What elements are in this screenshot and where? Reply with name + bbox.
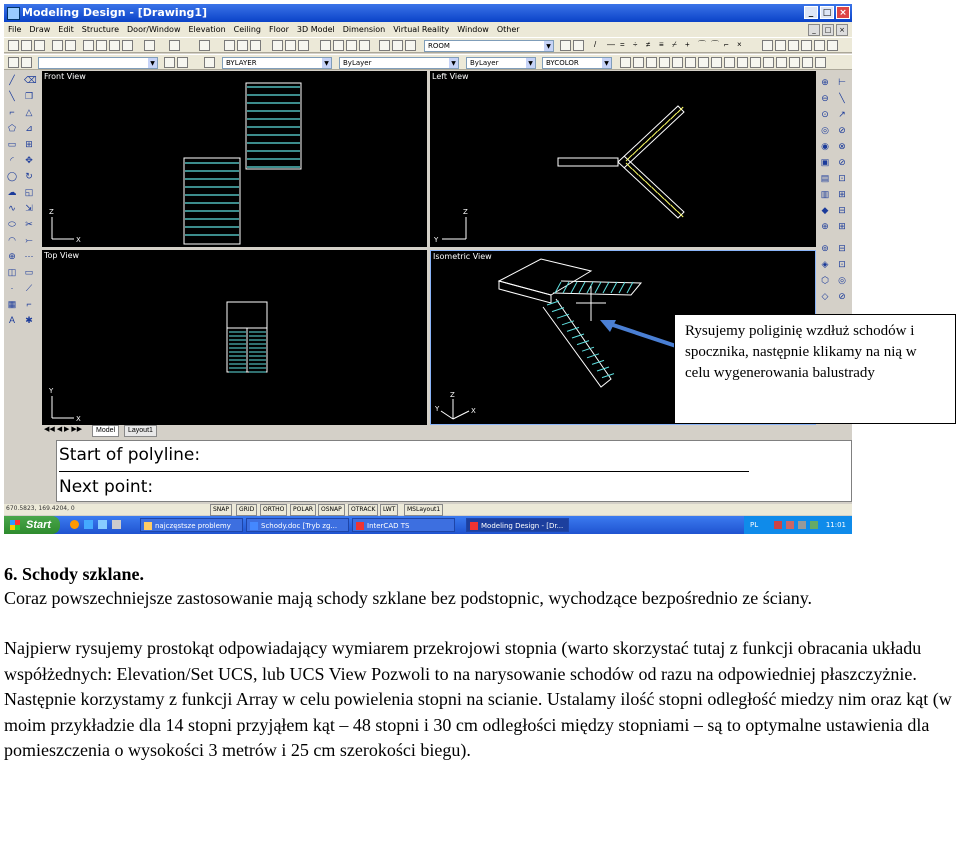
dim-text-edit-icon[interactable] xyxy=(789,57,800,68)
doc-close-button[interactable]: × xyxy=(836,24,848,36)
iso-step-line xyxy=(587,282,593,293)
mtext-tool-icon[interactable]: A xyxy=(8,315,15,325)
menu-draw[interactable]: Draw xyxy=(29,25,51,34)
dim-baseline-icon[interactable] xyxy=(711,57,722,68)
scale-tool-icon[interactable]: ◱ xyxy=(24,187,34,197)
material-icon[interactable] xyxy=(379,40,390,51)
task-item-word[interactable]: Schody.doc [Tryb zg... xyxy=(246,518,349,532)
stretch-tool-icon[interactable]: ⇲ xyxy=(25,203,33,213)
iso-step-line xyxy=(611,282,617,293)
menu-floor[interactable]: Floor xyxy=(269,25,289,34)
calc-icon[interactable] xyxy=(814,40,825,51)
dim-radius-icon[interactable] xyxy=(659,57,670,68)
properties-toolbar xyxy=(4,54,852,70)
doc-restore-button[interactable]: □ xyxy=(822,24,834,36)
erase-tool-icon[interactable]: ⌫ xyxy=(24,75,37,85)
truss-tool-icon[interactable]: ⊞ xyxy=(838,189,846,199)
railing-tool-icon[interactable]: ╲ xyxy=(839,93,845,103)
layer-prev2-icon[interactable] xyxy=(177,57,188,68)
left-step-line xyxy=(658,193,664,199)
left-step-line xyxy=(671,113,677,119)
clock: 11:01 xyxy=(825,521,846,529)
grid-toggle[interactable]: GRID xyxy=(236,504,257,516)
camera-icon[interactable]: ◈ xyxy=(821,259,829,269)
render-icon[interactable] xyxy=(320,40,331,51)
callout-arrow xyxy=(596,318,680,354)
move-tool-icon[interactable]: ✥ xyxy=(25,155,33,165)
viewport-front[interactable] xyxy=(42,71,427,247)
sweep-tool-icon[interactable]: ⊘ xyxy=(838,291,846,301)
viewport-left[interactable] xyxy=(430,71,816,247)
insert-block-icon[interactable]: ⊕ xyxy=(8,251,16,261)
view-front-icon[interactable]: ▤ xyxy=(820,173,830,183)
tray-icon-1[interactable] xyxy=(774,521,782,529)
view-iso-icon[interactable]: ⊕ xyxy=(821,221,829,231)
iso-step-line xyxy=(547,301,559,305)
tray-icon-3[interactable] xyxy=(798,521,806,529)
library-icon[interactable] xyxy=(801,40,812,51)
zoom-out-icon[interactable]: ⊖ xyxy=(821,93,829,103)
layer-previous-icon[interactable] xyxy=(21,57,32,68)
status-bar xyxy=(4,504,852,515)
wall-line-icon[interactable]: — xyxy=(607,40,615,49)
dim-style-icon[interactable] xyxy=(815,57,826,68)
circle-tool-icon[interactable]: ◯ xyxy=(7,171,18,181)
layout-tabs xyxy=(42,425,442,436)
zoom-extents-icon[interactable]: ⊙ xyxy=(821,109,829,119)
windows-flag-icon xyxy=(10,520,20,530)
design-center-icon[interactable] xyxy=(285,40,296,51)
properties-icon[interactable] xyxy=(272,40,283,51)
light-tool-icon[interactable]: ◎ xyxy=(838,275,846,285)
array-tool-icon[interactable]: ⊞ xyxy=(25,139,33,149)
svg-text:X: X xyxy=(76,415,81,423)
left-step-line xyxy=(664,119,670,125)
left-step-line xyxy=(645,181,651,187)
line-icon[interactable]: / xyxy=(594,40,597,49)
tab-model[interactable]: Model xyxy=(92,425,119,437)
pan-icon[interactable] xyxy=(199,40,210,51)
dim-diameter-icon[interactable] xyxy=(672,57,683,68)
left-step-line xyxy=(664,199,670,205)
dim-continue-icon[interactable] xyxy=(724,57,735,68)
dim-angular-icon[interactable] xyxy=(685,57,696,68)
ramp-tool-icon[interactable]: ↗ xyxy=(838,109,846,119)
slab-tool-icon[interactable]: ⊘ xyxy=(838,157,846,167)
svg-text:Y: Y xyxy=(49,387,54,395)
ellipse-tool-icon[interactable]: ⬭ xyxy=(8,219,16,229)
iso-step-line xyxy=(552,308,564,312)
dim-quick-icon[interactable] xyxy=(698,57,709,68)
draw-modify-toolbar xyxy=(4,71,42,329)
copy-tool-icon[interactable]: ❐ xyxy=(24,91,34,101)
shade-icon[interactable] xyxy=(333,40,344,51)
left-step-line xyxy=(645,137,651,143)
desktop-icon[interactable] xyxy=(112,520,121,529)
tray-icon-2[interactable] xyxy=(786,521,794,529)
polar-toggle[interactable]: POLAR xyxy=(290,504,316,516)
rotate-tool-icon[interactable]: ↻ xyxy=(25,171,33,181)
table-icon[interactable] xyxy=(788,40,799,51)
frame-tool-icon[interactable]: ⊟ xyxy=(838,205,846,215)
section-paragraph-2: Najpierw rysujemy prostokąt odpowiadający wymiarem przekrojowi stopnia (warto skorzystać tutaj z funkcji obracania układu współżednych: Elevation/Set UCS, lub UCS View Pozwoli to na narysowanie schodów od razu na odpowiedniej płaszczyżnie. Następnie korzystamy z funkcji Array w celu powielenia stopni na scianie. Ustalamy ilość stopni odległość miedzy nim oraz kąt (w moim przykładzie dla 14 stopni przyjąłem kąt – 48 stopni i 30 cm odległości między stopniami – są to optymalne ustawienia dla pomieszczenia o wysokości 3 metrów i 25 cm szerokości biegu). xyxy=(4,638,952,760)
iso-step-line xyxy=(571,282,577,293)
scene-icon[interactable] xyxy=(405,40,416,51)
iso-step-line xyxy=(587,354,599,358)
svg-text:Z: Z xyxy=(463,208,468,216)
viewport-top[interactable] xyxy=(42,250,427,425)
menu-file[interactable]: File xyxy=(8,25,22,34)
svg-text:Y: Y xyxy=(434,236,439,244)
room-tools-icon[interactable] xyxy=(573,40,584,51)
line-tool-icon[interactable]: ╱ xyxy=(9,75,15,85)
system-tray xyxy=(744,516,852,534)
offset-tool-icon[interactable]: ⊿ xyxy=(25,123,33,133)
iso-step-line xyxy=(592,360,604,364)
iso-step-line xyxy=(557,314,569,318)
viewport-top-label: Top View xyxy=(44,251,80,260)
color-swatch-icon xyxy=(204,57,215,68)
command-line[interactable] xyxy=(56,440,852,502)
dim-update-icon[interactable] xyxy=(802,57,813,68)
zoom-realtime-icon[interactable] xyxy=(224,40,235,51)
light-icon[interactable] xyxy=(392,40,403,51)
ortho-toggle[interactable]: ORTHO xyxy=(260,504,287,516)
taskbar xyxy=(4,516,852,534)
zoom-window-icon[interactable] xyxy=(237,40,248,51)
dim-edit-icon[interactable] xyxy=(776,57,787,68)
zoom-previous-icon[interactable] xyxy=(250,40,261,51)
menu-ceiling[interactable]: Ceiling xyxy=(233,25,261,34)
cabinet-tool-icon[interactable]: ⊟ xyxy=(838,243,846,253)
viewport-left-label: Left View xyxy=(432,72,469,81)
break-tool-icon[interactable]: ⋯ xyxy=(24,251,34,261)
dim-ordinate-icon[interactable] xyxy=(646,57,657,68)
osnap-toggle[interactable]: OSNAP xyxy=(318,504,345,516)
explode-tool-icon[interactable]: ✱ xyxy=(25,315,33,325)
doc-minimize-button[interactable]: _ xyxy=(808,24,820,36)
zoom-in-icon[interactable]: ⊕ xyxy=(821,77,829,87)
section-heading: 6. Schody szklane. xyxy=(4,564,145,584)
print-icon[interactable] xyxy=(52,40,63,51)
undo-icon[interactable] xyxy=(144,40,155,51)
orbit-icon[interactable]: ⊚ xyxy=(821,243,829,253)
iso-step-line xyxy=(579,282,585,293)
app-icon xyxy=(7,7,20,20)
rectangle-tool-icon[interactable]: ▭ xyxy=(7,139,17,149)
help-icon[interactable] xyxy=(827,40,838,51)
preview-icon[interactable] xyxy=(65,40,76,51)
tolerance-icon[interactable] xyxy=(750,57,761,68)
room-combo[interactable]: ROOM ▼ xyxy=(424,40,554,52)
construction-line-icon[interactable]: ╲ xyxy=(9,91,15,101)
space-toggle[interactable]: MSLayout1 xyxy=(404,504,443,516)
layer-icon[interactable] xyxy=(359,40,370,51)
ie-icon[interactable] xyxy=(84,520,93,529)
menu-bar xyxy=(4,22,852,37)
cad-window xyxy=(4,4,852,534)
command-line-1: Start of polyline: xyxy=(59,445,201,465)
make-current-icon[interactable] xyxy=(164,57,175,68)
view-top-icon[interactable]: ▣ xyxy=(820,157,830,167)
left-step-line xyxy=(632,169,638,175)
spline-tool-icon[interactable]: ∿ xyxy=(8,203,16,213)
corner-icon[interactable]: ⌐ xyxy=(724,40,729,49)
double-line-icon[interactable]: = xyxy=(620,40,625,49)
left-step-line xyxy=(632,149,638,155)
revcloud-tool-icon[interactable]: ☁ xyxy=(7,187,17,197)
tool-palette-icon[interactable] xyxy=(298,40,309,51)
arc2-icon[interactable]: ⌒ xyxy=(711,40,719,49)
task-item-intercad[interactable]: InterCAD TS xyxy=(352,518,455,532)
mirror-tool-icon[interactable]: △ xyxy=(25,107,33,117)
grid-tool-icon[interactable]: ⊞ xyxy=(838,221,846,231)
arc-icon[interactable]: ⌒ xyxy=(698,40,706,49)
command-line-2: Next point: xyxy=(59,477,154,497)
snap-toggle[interactable]: SNAP xyxy=(210,504,232,516)
hatch-tool-icon[interactable]: ▦ xyxy=(7,299,17,309)
paste-icon[interactable] xyxy=(109,40,120,51)
left-step-line xyxy=(639,143,645,149)
layer-combo[interactable]: ▼ xyxy=(38,57,158,69)
close-button[interactable]: × xyxy=(836,6,850,19)
start-button[interactable]: Start xyxy=(4,516,60,534)
task-item-folder[interactable]: najczęstsze problemy xyxy=(140,518,243,532)
title-bar[interactable] xyxy=(4,4,852,22)
lineweight-combo[interactable]: ByLayer ▼ xyxy=(466,57,536,69)
column-tool-icon[interactable]: ⊘ xyxy=(838,125,846,135)
iso-step-line xyxy=(619,282,625,293)
folder-icon xyxy=(144,522,152,530)
menu-edit[interactable]: Edit xyxy=(58,25,74,34)
tab-nav-icon[interactable]: ◀◀ ◀ ▶ ▶▶ xyxy=(44,426,83,433)
menu-virtual-reality[interactable]: Virtual Reality xyxy=(393,25,450,34)
view-toolbar xyxy=(816,71,852,311)
left-step-line xyxy=(639,175,645,181)
coordinates-readout: 670.5823, 169.4204, 0 xyxy=(6,505,75,512)
menu-elevation[interactable]: Elevation xyxy=(188,25,226,34)
zoom-all-icon[interactable]: ◎ xyxy=(821,125,829,135)
leader-icon[interactable] xyxy=(737,57,748,68)
ellipse-arc-tool-icon[interactable]: ◠ xyxy=(8,235,16,245)
modeling-design-icon xyxy=(470,522,478,530)
task-item-modeling-design[interactable]: Modeling Design - [Dr... xyxy=(466,518,569,532)
word-icon xyxy=(250,522,258,530)
otrack-toggle[interactable]: OTRACK xyxy=(348,504,378,516)
menu-structure[interactable]: Structure xyxy=(81,25,120,34)
break-icon[interactable]: ≠ xyxy=(646,40,651,49)
box-tool-icon[interactable]: ⬡ xyxy=(821,275,829,285)
arc-tool-icon[interactable]: ◜ xyxy=(10,155,14,165)
iso-step-line xyxy=(582,347,594,351)
stairs-tool-icon[interactable]: ⊢ xyxy=(838,77,846,87)
fillet-tool-icon[interactable]: ⌐ xyxy=(26,299,32,309)
explorer-icon[interactable] xyxy=(98,520,107,529)
extrude-tool-icon[interactable]: ◇ xyxy=(821,291,829,301)
dim-linear-icon[interactable] xyxy=(620,57,631,68)
left-step-line xyxy=(658,125,664,131)
iso-step-line xyxy=(603,282,609,293)
top-view-drawing xyxy=(42,250,427,425)
chamfer-tool-icon[interactable]: ⟋ xyxy=(25,283,33,293)
left-step-line xyxy=(652,131,658,137)
point-tool-icon[interactable]: · xyxy=(10,283,14,293)
open-icon[interactable] xyxy=(21,40,32,51)
viewport-front-label: Front View xyxy=(44,72,86,81)
view-right-icon[interactable]: ◆ xyxy=(821,205,829,215)
language-indicator[interactable]: PL xyxy=(750,521,759,529)
callout-note: Rysujemy poliginię wzdłuż schodów i spocznika, następnie klikamy na nią w celu wygenerowania balustrady xyxy=(674,314,956,424)
section-paragraph-1: Coraz powszechniejsze zastosowanie mają schody szklane bez podstopnic, wychodzące bezpośrednio ze ściany. xyxy=(4,588,813,608)
save-icon[interactable] xyxy=(34,40,45,51)
cut-icon[interactable] xyxy=(83,40,94,51)
zoom-scale-icon[interactable]: ◉ xyxy=(821,141,829,151)
front-view-drawing xyxy=(42,71,427,247)
menu-dimension[interactable]: Dimension xyxy=(342,25,386,34)
center-mark-icon[interactable] xyxy=(763,57,774,68)
extend-tool-icon[interactable]: ⤚ xyxy=(25,235,33,245)
svg-text:Z: Z xyxy=(450,391,455,399)
menu-door-window[interactable]: Door/Window xyxy=(127,25,181,34)
beam-tool-icon[interactable]: ⊗ xyxy=(838,141,846,151)
linetype-combo[interactable]: ByLayer ▼ xyxy=(339,57,459,69)
svg-text:X: X xyxy=(471,407,476,415)
cross-icon[interactable]: + xyxy=(685,40,690,49)
menu-3d-model[interactable]: 3D Model xyxy=(296,25,335,34)
standard-toolbar xyxy=(4,37,852,53)
command-separator xyxy=(59,471,749,472)
iso-step-line xyxy=(595,282,601,293)
svg-text:X: X xyxy=(76,236,81,244)
color-combo[interactable]: BYLAYER ▼ xyxy=(222,57,332,69)
roof-tool-icon[interactable]: ⊡ xyxy=(838,173,846,183)
dim-line-icon[interactable]: ÷ xyxy=(633,40,638,49)
block-icon[interactable] xyxy=(762,40,773,51)
match-icon[interactable] xyxy=(122,40,133,51)
window-title: Modeling Design - [Drawing1] xyxy=(22,6,208,19)
firefox-icon[interactable] xyxy=(70,520,79,529)
polygon-tool-icon[interactable]: ⬠ xyxy=(8,123,16,133)
left-view-drawing xyxy=(430,71,816,247)
split-icon[interactable]: ⌿ xyxy=(672,40,677,49)
svg-text:Y: Y xyxy=(435,405,440,413)
dim-aligned-icon[interactable] xyxy=(633,57,644,68)
join-tool-icon[interactable]: ▭ xyxy=(24,267,34,277)
room-settings-icon[interactable] xyxy=(560,40,571,51)
new-icon[interactable] xyxy=(8,40,19,51)
polyline-tool-icon[interactable]: ⌐ xyxy=(9,107,15,117)
align-icon[interactable]: ≡ xyxy=(659,40,664,49)
insert-icon[interactable] xyxy=(775,40,786,51)
iso-step-line xyxy=(627,282,633,293)
hide-icon[interactable] xyxy=(346,40,357,51)
tab-layout1[interactable]: Layout1 xyxy=(124,425,157,437)
layer-manager-icon[interactable] xyxy=(8,57,19,68)
furniture-tool-icon[interactable]: ⊡ xyxy=(838,259,846,269)
trim-tool-icon[interactable]: ✂ xyxy=(25,219,33,229)
make-block-icon[interactable]: ◫ xyxy=(7,267,17,277)
copy-icon[interactable] xyxy=(96,40,107,51)
view-left-icon[interactable]: ▥ xyxy=(820,189,830,199)
plotstyle-combo[interactable]: BYCOLOR ▼ xyxy=(542,57,612,69)
document-section xyxy=(4,562,956,764)
lwt-toggle[interactable]: LWT xyxy=(380,504,398,516)
left-step-line xyxy=(652,187,658,193)
delete-line-icon[interactable]: × xyxy=(737,40,742,49)
minimize-button[interactable]: _ xyxy=(804,6,818,19)
viewport-iso-label: Isometric View xyxy=(433,252,492,261)
tray-icon-4[interactable] xyxy=(810,521,818,529)
maximize-button[interactable]: □ xyxy=(820,6,834,19)
menu-other[interactable]: Other xyxy=(496,25,520,34)
intercad-icon xyxy=(356,522,364,530)
svg-text:Z: Z xyxy=(49,208,54,216)
menu-window[interactable]: Window xyxy=(457,25,489,34)
left-step-line xyxy=(671,205,677,211)
redo-icon[interactable] xyxy=(169,40,180,51)
